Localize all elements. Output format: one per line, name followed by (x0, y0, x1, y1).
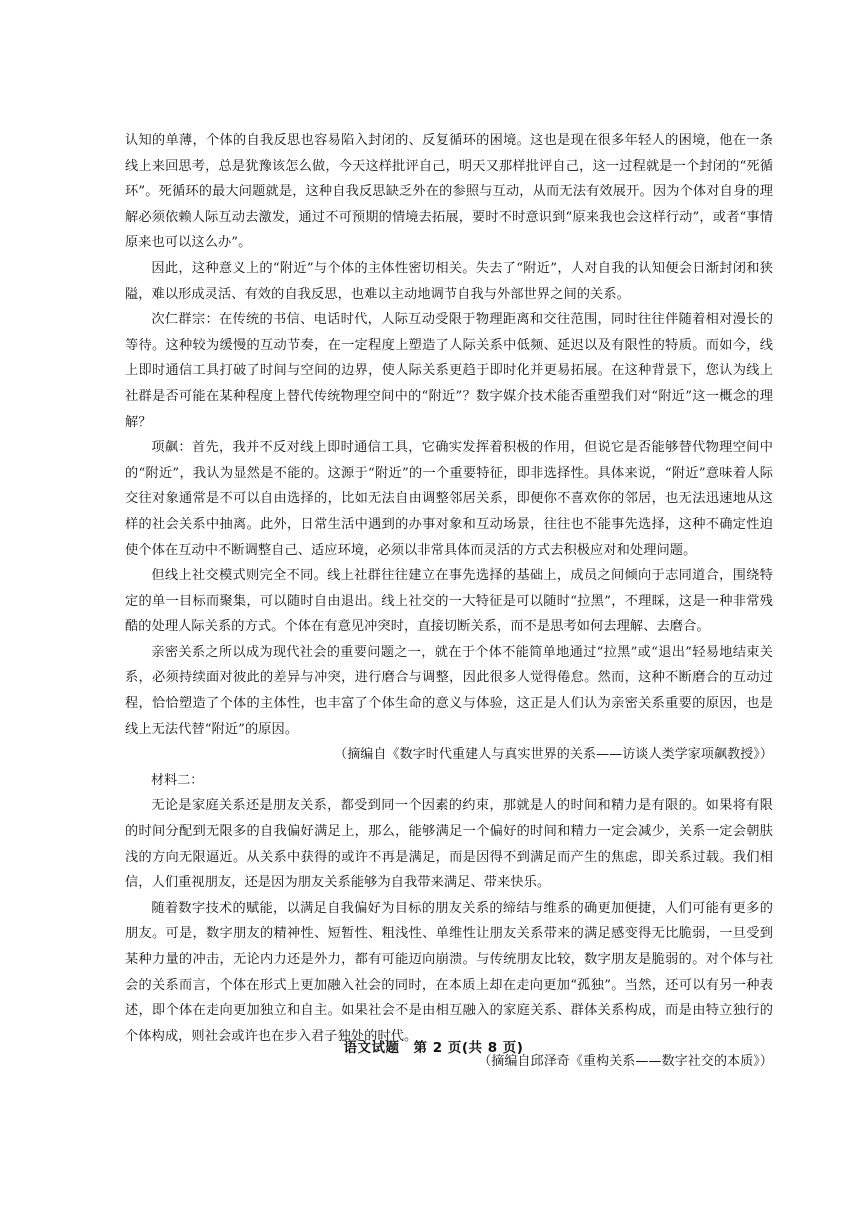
source-citation: （摘编自邱泽奇《重构关系——数字社交的本质》） (478, 1054, 773, 1070)
paragraph: 随着数字技术的赋能，以满足自我偏好为目标的朋友关系的缔结与维系的确更加便捷，人们可能有更多的朋友。可是，数字朋友的精神性、短暂性、粗浅性、单维性让朋友关系带来的满足感变得无比脆弱，一旦受到某种力量的冲击，无论内力还是外力，都有可能迈向崩溃。与传统朋友比较，数字朋友是脆弱的。对个体与社会的关系而言，个体在形式上更加融入社会的同时，在本质上却在走向更加“孤独”。当然，还可以有另一种表述，即个体在走向更加独立和自主。如果社会不是由相互融入的家庭关系、群体关系构成，而是由特立独行的个体构成，则社会或许也在步入君子独处的时代。 (125, 900, 773, 1044)
paragraph: 因此，这种意义上的“附近”与个体的主体性密切相关。失去了“附近”，人对自我的认知便会日渐封闭和狭隘，难以形成灵活、有效的自我反思，也难以主动地调节自我与外部世界之间的关系。 (125, 260, 773, 302)
article-body (125, 128, 773, 1075)
source-citation: （摘编自《数字时代重建人与真实世界的关系——访谈人类学家项飙教授》） (334, 747, 773, 763)
page-footer: 语文试题 第 2 页(共 8 页) (343, 1040, 524, 1056)
interview-question: 次仁群宗：在传统的书信、电话时代，人际互动受限于物理距离和交往范围，同时往往伴随着相对漫长的等待。这种较为缓慢的互动节奏，在一定程度上塑造了人际关系中低频、延迟以及有限性的特质。而如今，线上即时通信工具打破了时间与空间的边界，使人际关系更趋于即时化并更易拓展。在这种背景下，您认为线上社群是否可能在某种程度上替代传统物理空间中的“附近”？数字媒介技术能否重塑我们对“附近”这一概念的理解？ (125, 312, 773, 430)
paragraph: 亲密关系之所以成为现代社会的重要问题之一，就在于个体不能简单地通过“拉黑”或“退出”轻易地结束关系，必须持续面对彼此的差异与冲突，进行磨合与调整，因此很多人觉得倦怠。然而，这种不断磨合的互动过程，恰恰塑造了个体的主体性，也丰富了个体生命的意义与体验，这正是人们认为亲密关系重要的原因，也是线上无法代替“附近”的原因。 (125, 644, 773, 737)
paragraph: 无论是家庭关系还是朋友关系，都受到同一个因素的约束，那就是人的时间和精力是有限的。如果将有限的时间分配到无限多的自我偏好满足上，那么，能够满足一个偏好的时间和精力一定会减少，关系一定会朝肤浅的方向无限逼近。从关系中获得的或许不再是满足，而是因得不到满足而产生的焦虑，即关系过载。我们相信，人们重视朋友，还是因为朋友关系能够为自我带来满足、带来快乐。 (125, 798, 773, 891)
material-heading: 材料二： (151, 772, 204, 788)
paragraph-continuation: 认知的单薄，个体的自我反思也容易陷入封闭的、反复循环的困境。这也是现在很多年轻人的困境，他在一条线上来回思考，总是犹豫该怎么做，今天这样批评自己，明天又那样批评自己，这一过程就是一个封闭的“死循环”。死循环的最大问题就是，这种自我反思缺乏外在的参照与互动，从而无法有效展开。因为个体对自身的理解必须依赖人际互动去激发，通过不可预期的情境去拓展，要时不时意识到“原来我也会这样行动”，或者“事情原来也可以这么办”。 (125, 133, 773, 251)
interview-answer: 项飙：首先，我并不反对线上即时通信工具，它确实发挥着积极的作用，但说它是否能够替代物理空间中的“附近”，我认为显然是不能的。这源于“附近”的一个重要特征，即非选择性。具体来说，“附近”意味着人际交往对象通常是不可以自由选择的，比如无法自由调整邻居关系，即便你不喜欢你的邻居，也无法迅速地从这样的社会关系中抽离。此外，日常生活中遇到的办事对象和互动场景，往往也不能事先选择，这种不确定性迫使个体在互动中不断调整自己、适应环境，必须以非常具体而灵活的方式去积极应对和处理问题。 (125, 440, 773, 558)
paragraph: 但线上社交模式则完全不同。线上社群往往建立在事先选择的基础上，成员之间倾向于志同道合，围绕特定的单一目标而聚集，可以随时自由退出。线上社交的一大特征是可以随时“拉黑”，不理睬，这是一种非常残酷的处理人际关系的方式。个体在有意见冲突时，直接切断关系，而不是思考如何去理解、去磨合。 (125, 568, 773, 635)
